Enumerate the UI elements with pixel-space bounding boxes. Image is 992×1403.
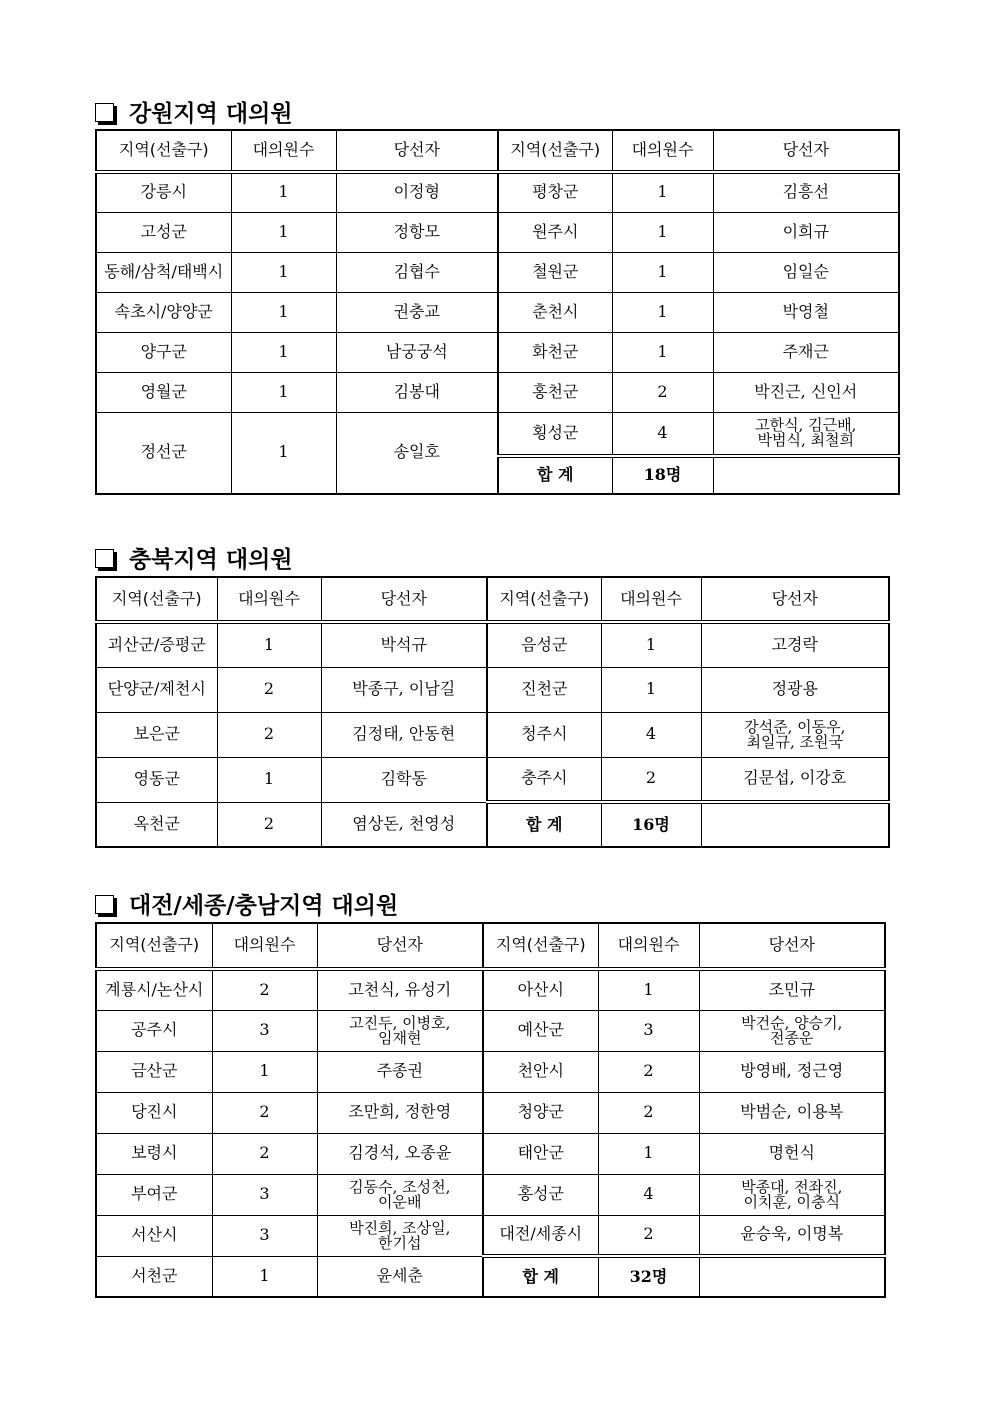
table-row — [96, 622, 889, 667]
count-cell: 2 — [212, 1133, 317, 1174]
elected-cell: 김동수, 조성천, 이운배 — [317, 1174, 483, 1215]
count-cell: 1 — [217, 622, 321, 667]
count-cell: 3 — [598, 1010, 699, 1051]
elected-cell: 고천식, 유성기 — [317, 969, 483, 1010]
elected-cell: 김정태, 안동현 — [321, 712, 487, 757]
region-cell: 동해/삼척/태백시 — [96, 252, 231, 292]
total-label: 합 계 — [487, 802, 601, 847]
region-cell: 양구군 — [96, 332, 231, 372]
elected-cell: 김흥선 — [713, 172, 899, 212]
total-empty-cell — [701, 802, 889, 847]
elected-cell: 고경락 — [701, 622, 889, 667]
count-cell: 2 — [217, 712, 321, 757]
count-cell: 1 — [231, 412, 336, 494]
total-value: 32명 — [598, 1256, 699, 1297]
table-row — [96, 667, 889, 712]
table-row — [96, 757, 889, 802]
region-cell: 보은군 — [96, 712, 217, 757]
header-elected: 당선자 — [713, 130, 899, 172]
region-cell: 원주시 — [498, 212, 612, 252]
header-region: 지역(선출구) — [96, 577, 217, 622]
count-cell: 1 — [601, 667, 701, 712]
region-cell: 속초시/양양군 — [96, 292, 231, 332]
elected-cell: 박진근, 신인서 — [713, 372, 899, 412]
elected-cell: 주재근 — [713, 332, 899, 372]
delegates-table — [95, 129, 900, 495]
count-cell: 1 — [612, 252, 713, 292]
elected-cell: 명헌식 — [699, 1133, 885, 1174]
table-row — [96, 712, 889, 757]
region-cell: 청주시 — [487, 712, 601, 757]
header-region: 지역(선출구) — [96, 923, 212, 969]
table-row — [96, 1051, 885, 1092]
total-value: 16명 — [601, 802, 701, 847]
region-cell: 화천군 — [498, 332, 612, 372]
elected-cell: 권충교 — [336, 292, 498, 332]
count-cell: 1 — [612, 212, 713, 252]
table-row — [96, 172, 899, 212]
region-cell: 대전/세종시 — [483, 1215, 598, 1256]
region-cell: 음성군 — [487, 622, 601, 667]
elected-cell: 김문섭, 이강호 — [701, 757, 889, 802]
count-cell: 4 — [612, 412, 713, 456]
count-cell: 1 — [598, 1133, 699, 1174]
region-cell: 충주시 — [487, 757, 601, 802]
region-cell: 당진시 — [96, 1092, 212, 1133]
count-cell: 1 — [231, 172, 336, 212]
elected-cell: 고한식, 김근배, 박범식, 최철희 — [713, 412, 899, 456]
region-cell: 영동군 — [96, 757, 217, 802]
total-label: 합 계 — [498, 456, 612, 494]
region-cell: 보령시 — [96, 1133, 212, 1174]
table-row — [96, 212, 899, 252]
region-cell: 서산시 — [96, 1215, 212, 1256]
count-cell: 1 — [601, 622, 701, 667]
elected-cell: 박범순, 이용복 — [699, 1092, 885, 1133]
count-cell: 2 — [598, 1092, 699, 1133]
elected-cell: 정광용 — [701, 667, 889, 712]
count-cell: 2 — [598, 1215, 699, 1256]
count-cell: 4 — [598, 1174, 699, 1215]
count-cell: 1 — [612, 332, 713, 372]
elected-cell: 임일순 — [713, 252, 899, 292]
header-region: 지역(선출구) — [96, 130, 231, 172]
checkbox-square-icon — [95, 103, 114, 122]
elected-cell: 김협수 — [336, 252, 498, 292]
table-row — [96, 1215, 885, 1256]
delegates-table — [95, 576, 890, 848]
region-cell: 계룡시/논산시 — [96, 969, 212, 1010]
table-row — [96, 292, 899, 332]
header-elected: 당선자 — [336, 130, 498, 172]
count-cell: 1 — [231, 212, 336, 252]
region-cell: 고성군 — [96, 212, 231, 252]
region-cell: 서천군 — [96, 1256, 212, 1297]
elected-cell: 이희규 — [713, 212, 899, 252]
region-cell: 진천군 — [487, 667, 601, 712]
elected-cell: 김학동 — [321, 757, 487, 802]
region-cell: 공주시 — [96, 1010, 212, 1051]
total-value: 18명 — [612, 456, 713, 494]
count-cell: 1 — [231, 372, 336, 412]
region-cell: 철원군 — [498, 252, 612, 292]
count-cell: 1 — [598, 969, 699, 1010]
region-cell: 예산군 — [483, 1010, 598, 1051]
elected-cell: 김봉대 — [336, 372, 498, 412]
count-cell: 2 — [598, 1051, 699, 1092]
count-cell: 1 — [217, 757, 321, 802]
header-elected: 당선자 — [317, 923, 483, 969]
section-title — [95, 95, 293, 128]
elected-cell: 박석규 — [321, 622, 487, 667]
table-row — [96, 252, 899, 292]
header-elected: 당선자 — [321, 577, 487, 622]
count-cell: 1 — [231, 332, 336, 372]
header-region: 지역(선출구) — [483, 923, 598, 969]
checkbox-square-icon — [95, 549, 114, 568]
elected-cell: 방영배, 정근영 — [699, 1051, 885, 1092]
header-elected: 당선자 — [701, 577, 889, 622]
header-elected: 당선자 — [699, 923, 885, 969]
elected-cell: 조만희, 정한영 — [317, 1092, 483, 1133]
count-cell: 2 — [212, 969, 317, 1010]
count-cell: 3 — [212, 1174, 317, 1215]
count-cell: 4 — [601, 712, 701, 757]
elected-cell: 박종대, 전좌진, 이치훈, 이충식 — [699, 1174, 885, 1215]
elected-cell: 강석준, 이동우, 최일규, 조원국 — [701, 712, 889, 757]
count-cell: 3 — [212, 1215, 317, 1256]
header-delegate-count: 대의원수 — [601, 577, 701, 622]
region-cell: 횡성군 — [498, 412, 612, 456]
checkbox-square-icon — [95, 895, 114, 914]
region-cell: 단양군/제천시 — [96, 667, 217, 712]
region-cell: 태안군 — [483, 1133, 598, 1174]
section-title-text: 충북지역 대의원 — [129, 547, 293, 573]
header-region: 지역(선출구) — [498, 130, 612, 172]
elected-cell: 윤세춘 — [317, 1256, 483, 1297]
section-title — [95, 541, 293, 574]
count-cell: 3 — [212, 1010, 317, 1051]
elected-cell: 염상돈, 천영성 — [321, 802, 487, 847]
table-row — [96, 372, 899, 412]
table-row — [96, 1256, 885, 1297]
total-label: 합 계 — [483, 1256, 598, 1297]
header-delegate-count: 대의원수 — [612, 130, 713, 172]
elected-cell: 송일호 — [336, 412, 498, 494]
elected-cell: 조민규 — [699, 969, 885, 1010]
total-empty-cell — [699, 1256, 885, 1297]
region-cell: 평창군 — [498, 172, 612, 212]
region-cell: 천안시 — [483, 1051, 598, 1092]
header-delegate-count: 대의원수 — [212, 923, 317, 969]
table-row — [96, 332, 899, 372]
region-cell: 영월군 — [96, 372, 231, 412]
elected-cell: 박종구, 이남길 — [321, 667, 487, 712]
total-empty-cell — [713, 456, 899, 494]
section-title — [95, 887, 398, 920]
elected-cell: 윤승욱, 이명복 — [699, 1215, 885, 1256]
region-cell: 홍천군 — [498, 372, 612, 412]
count-cell: 1 — [612, 172, 713, 212]
region-cell: 아산시 — [483, 969, 598, 1010]
elected-cell: 김경석, 오종윤 — [317, 1133, 483, 1174]
table-row — [96, 802, 889, 847]
region-cell: 부여군 — [96, 1174, 212, 1215]
count-cell: 2 — [217, 667, 321, 712]
count-cell: 1 — [231, 292, 336, 332]
count-cell: 1 — [212, 1051, 317, 1092]
table-row — [96, 969, 885, 1010]
table-row — [96, 1133, 885, 1174]
count-cell: 2 — [612, 372, 713, 412]
header-delegate-count: 대의원수 — [217, 577, 321, 622]
region-cell: 금산군 — [96, 1051, 212, 1092]
region-cell: 청양군 — [483, 1092, 598, 1133]
elected-cell: 이정형 — [336, 172, 498, 212]
count-cell: 2 — [601, 757, 701, 802]
table-row — [96, 1010, 885, 1051]
count-cell: 1 — [231, 252, 336, 292]
region-cell: 옥천군 — [96, 802, 217, 847]
elected-cell: 박건순, 양승기, 전종운 — [699, 1010, 885, 1051]
elected-cell: 정항모 — [336, 212, 498, 252]
count-cell: 1 — [612, 292, 713, 332]
region-cell: 괴산군/증평군 — [96, 622, 217, 667]
count-cell: 1 — [212, 1256, 317, 1297]
elected-cell: 박영철 — [713, 292, 899, 332]
region-cell: 강릉시 — [96, 172, 231, 212]
table-row — [96, 412, 899, 456]
elected-cell: 고진두, 이병호, 임재현 — [317, 1010, 483, 1051]
header-delegate-count: 대의원수 — [231, 130, 336, 172]
header-region: 지역(선출구) — [487, 577, 601, 622]
count-cell: 2 — [212, 1092, 317, 1133]
region-cell: 홍성군 — [483, 1174, 598, 1215]
elected-cell: 주종권 — [317, 1051, 483, 1092]
section-title-text: 강원지역 대의원 — [129, 101, 293, 127]
region-cell: 춘천시 — [498, 292, 612, 332]
header-delegate-count: 대의원수 — [598, 923, 699, 969]
elected-cell: 박진희, 조상일, 한기섭 — [317, 1215, 483, 1256]
table-row — [96, 1092, 885, 1133]
table-row — [96, 1174, 885, 1215]
region-cell: 정선군 — [96, 412, 231, 494]
elected-cell: 남궁궁석 — [336, 332, 498, 372]
section-title-text: 대전/세종/충남지역 대의원 — [129, 893, 399, 919]
count-cell: 2 — [217, 802, 321, 847]
delegates-table — [95, 922, 886, 1298]
